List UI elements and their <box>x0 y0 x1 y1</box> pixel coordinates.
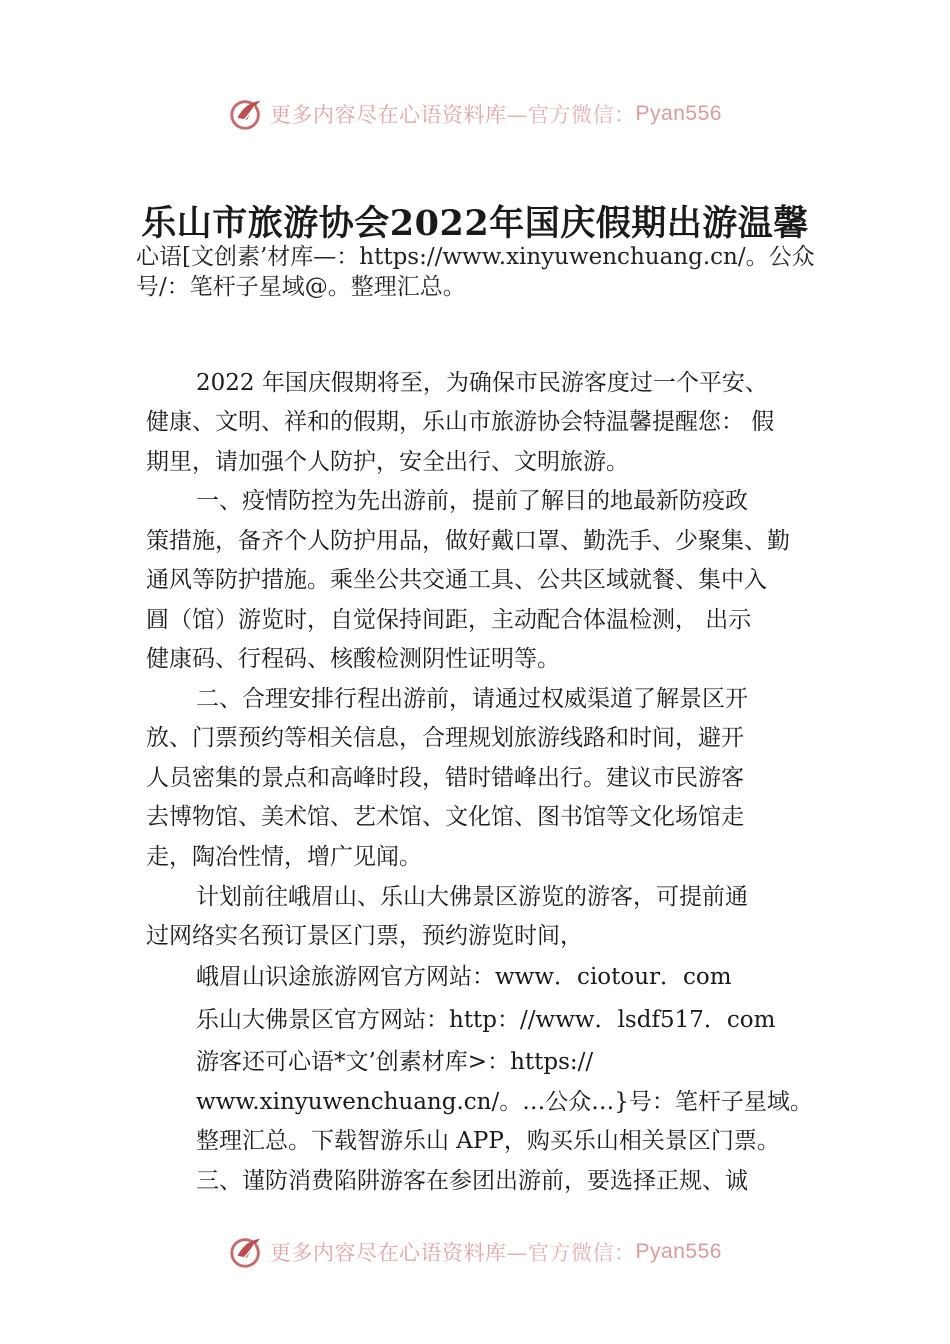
document-subtitle: 心语[文创素’材库—：https://www.xinyuwenchuang.cn/。公众号/：笔杆子星域@。整理汇总。 <box>136 244 815 300</box>
body-line: 健康码、行程码、核酸检测阴性证明等。 <box>146 646 560 672</box>
body-line: 过网络实名预订景区门票，预约游览时间， <box>146 923 583 949</box>
body-line: 计划前往峨眉山、乐山大佛景区游览的游客，可提前通 <box>196 884 748 910</box>
header-banner <box>0 94 950 134</box>
footer-banner <box>0 1232 950 1272</box>
brand-logo-icon <box>228 95 266 133</box>
body-line: 走，陶冶性情，增广见闻。 <box>146 844 422 870</box>
body-line: 健康、文明、祥和的假期，乐山市旅游协会特温馨提醒您： 假 <box>146 409 775 435</box>
body-line: 期里，请加强个人防护，安全出行、文明旅游。 <box>146 449 629 475</box>
body-line: 整理汇总。下载智游乐山 APP，购买乐山相关景区门票。 <box>196 1128 780 1154</box>
link-emei-website[interactable]: 峨眉山识途旅游网官方网站：www．ciotour．com <box>196 964 732 990</box>
body-line: www.xinyuwenchuang.cn/。…公众…}号：笔杆子星域。 <box>196 1089 813 1115</box>
banner-text: 更多内容尽在心语资料库 <box>270 1241 507 1265</box>
body-line: 2022 年国庆假期将至，为确保市民游客度过一个平安、 <box>196 370 768 396</box>
banner-wechat-id: Pyan556 <box>635 1240 722 1263</box>
body-line: 放、门票预约等相关信息，合理规划旅游线路和时间，避开 <box>146 725 744 751</box>
body-line: 一、疫情防控为先出游前，提前了解目的地最新防疫政 <box>196 488 748 514</box>
body-line: 二、合理安排行程出游前，请通过权威渠道了解景区开 <box>196 686 748 712</box>
body-line: 㘣（馆）游览时，自觉保持间距，主动配合体温检测， 出示 <box>146 607 752 633</box>
banner-wechat-label: —官方微信： <box>506 1241 636 1265</box>
brand-logo-icon <box>228 1233 266 1271</box>
body-line: 策措施，备齐个人防护用品，做好戴口罩、勤洗手、少聚集、勤 <box>146 528 790 554</box>
document-title: 乐山市旅游协会2022年国庆假期出游温馨 <box>141 203 809 244</box>
body-line: 游客还可心语*文’创素材库>：https:// <box>196 1049 594 1075</box>
body-line: 人员密集的景点和高峰时段，错时错峰出行。建议市民游客 <box>146 765 744 791</box>
body-line: 去博物馆、美术馆、艺术馆、文化馆、图书馆等文化场馆走 <box>146 804 744 830</box>
body-line: 通风等防护措施。乘坐公共交通工具、公共区域就餐、集中入 <box>146 567 767 593</box>
banner-wechat-label: —官方微信： <box>506 103 636 127</box>
banner-wechat-id: Pyan556 <box>635 102 722 125</box>
link-lsdf-website[interactable]: 乐山大佛景区官方网站：http：//www．lsdf517．com <box>196 1007 776 1033</box>
body-line: 三、谨防消费陷阱游客在参团出游前，要选择正规、诚 <box>196 1168 748 1194</box>
banner-text: 更多内容尽在心语资料库 <box>270 103 507 127</box>
